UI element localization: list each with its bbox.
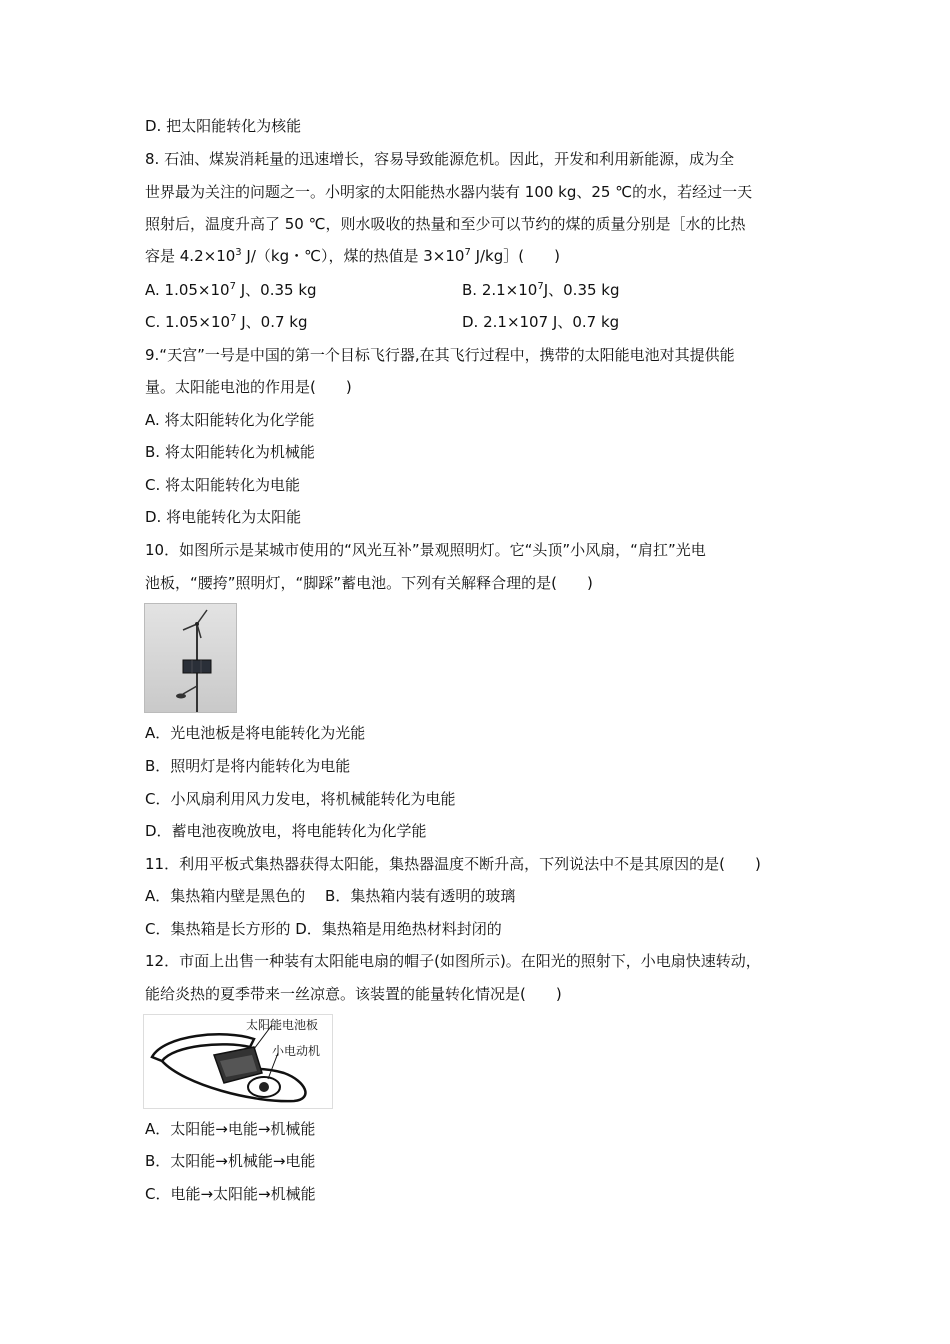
- q9-stem-line1: 9.“天宫”一号是中国的第一个目标飞行器,在其飞行过程中，携带的太阳能电池对其提供能: [145, 346, 735, 364]
- q9-option-d: D. 将电能转化为太阳能: [145, 508, 302, 526]
- label-solar-panel: 太阳能电池板: [246, 1018, 319, 1032]
- q7-option-d: D. 把太阳能转化为核能: [145, 117, 302, 135]
- q10-stem-line1: 10．如图所示是某城市使用的“风光互补”景观照明灯。它“头顶”小风扇，“肩扛”光电: [145, 541, 706, 559]
- label-small-motor: 小电动机: [272, 1044, 321, 1058]
- q8-option-c: C. $1.05\times 10^7$ J、0.7 kg: [145, 313, 308, 331]
- q10-stem-line2: 池板，“腰挎”照明灯，“脚踩”蓄电池。下列有关解释合理的是( ): [145, 574, 593, 592]
- q11-options-cd: C．集热箱是长方形的 D．集热箱是用绝热材料封闭的: [145, 920, 502, 938]
- q10-option-d: D．蓄电池夜晚放电，将电能转化为化学能: [145, 822, 427, 840]
- q8-option-a: A. $1.05\times 10^7$ J、0.35 kg: [145, 281, 317, 299]
- q11-stem: 11．利用平板式集热器获得太阳能，集热器温度不断升高，下列说法中不是其原因的是( ): [145, 855, 761, 873]
- wind-solar-lamp-figure: [144, 603, 237, 713]
- q9-option-c: C. 将太阳能转化为电能: [145, 476, 301, 494]
- q8-stem-line4: 容是 $4.2\times 10^3$ J/（kg・℃），煤的热值是 $3\times 10^7$ J/kg］( ): [145, 247, 560, 265]
- q12-option-c: C．电能→太阳能→机械能: [145, 1185, 316, 1203]
- q12-option-a: A．太阳能→电能→机械能: [145, 1120, 316, 1138]
- q12-stem-line1: 12．市面上出售一种装有太阳能电扇的帽子(如图所示)。在阳光的照射下，小电扇快速转动，: [145, 952, 761, 970]
- q10-option-a: A．光电池板是将电能转化为光能: [145, 724, 366, 742]
- q9-option-a: A. 将太阳能转化为化学能: [145, 411, 315, 429]
- q8-stem-line2: 世界最为关注的问题之一。小明家的太阳能热水器内装有 100 kg、25 ℃的水，若经过一天: [145, 183, 753, 201]
- solar-fan-hat-figure: [143, 1014, 333, 1109]
- wind-solar-lamp-illustration: [145, 604, 236, 712]
- q8-option-d: D. 2.1×107 J、0.7 kg: [462, 313, 620, 331]
- q10-option-b: B．照明灯是将内能转化为电能: [145, 757, 351, 775]
- q9-stem-line2: 量。太阳能电池的作用是( ): [145, 378, 352, 396]
- q9-option-b: B. 将太阳能转化为机械能: [145, 443, 315, 461]
- q8-stem-line1: 8. 石油、煤炭消耗量的迅速增长，容易导致能源危机。因此，开发和利用新能源，成为全: [145, 150, 735, 168]
- q10-option-c: C．小风扇利用风力发电，将机械能转化为电能: [145, 790, 456, 808]
- q8-option-b: B. $2.1\times 10^7J$、0.35 kg: [462, 281, 620, 299]
- q11-options-ab: A．集热箱内壁是黑色的 B．集热箱内装有透明的玻璃: [145, 887, 516, 905]
- q12-stem-line2: 能给炎热的夏季带来一丝凉意。该装置的能量转化情况是( ): [145, 985, 562, 1003]
- q8-stem-line3: 照射后，温度升高了 50 ℃，则水吸收的热量和至少可以节约的煤的质量分别是［水的比热: [145, 215, 746, 233]
- q12-option-b: B．太阳能→机械能→电能: [145, 1152, 316, 1170]
